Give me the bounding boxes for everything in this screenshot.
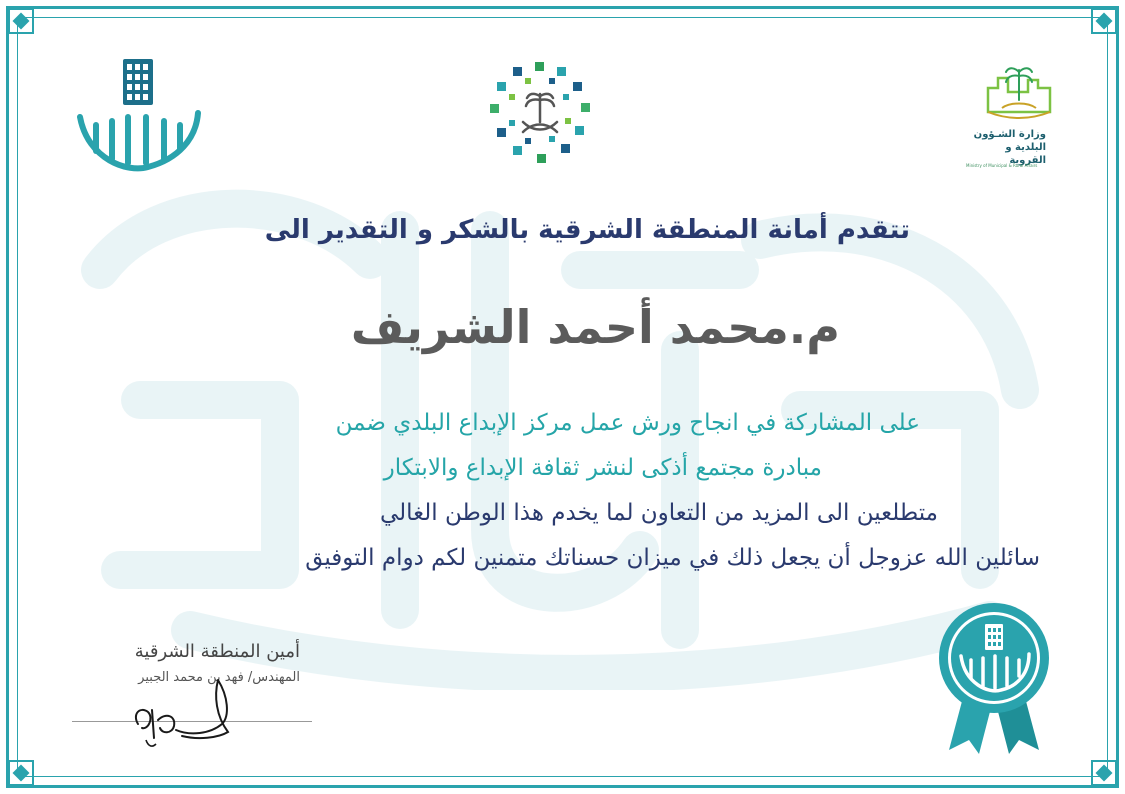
corner-ornament-icon <box>8 760 34 786</box>
signatory-title: أمين المنطقة الشرقية <box>134 641 300 662</box>
signatory-name: المهندس/ فهد بن محمد الجبير <box>138 670 300 685</box>
corner-ornament-icon <box>1091 8 1117 34</box>
saudi-emblem-icon <box>485 58 595 168</box>
body-line-1: على المشاركة في انجاح ورش عمل مركز الإبداع البلدي ضمن <box>335 410 920 436</box>
corner-ornament-icon <box>8 8 34 34</box>
recipient-name: م.محمد أحمد الشريف <box>350 300 840 354</box>
corner-ornament-icon <box>1091 760 1117 786</box>
ministry-name-line2: البلدية و القروية <box>1005 142 1046 166</box>
ministry-name-line1: وزارة الشـؤون <box>973 129 1046 140</box>
body-line-2: مبادرة مجتمع أذكى لنشر ثقافة الإبداع والابتكار <box>383 455 822 481</box>
seal-medal-icon <box>935 600 1053 755</box>
body-line-3: متطلعين الى المزيد من التعاون لما يخدم هذا الوطن الغالي <box>379 500 938 526</box>
body-line-4: سائلين الله عزوجل أن يجعل ذلك في ميزان حسناتك متمنين لكم دوام التوفيق <box>305 545 1040 571</box>
ministry-name-english: Ministry of Municipal & Rural Affairs <box>966 163 1038 168</box>
handwritten-signature <box>118 676 238 751</box>
municipality-logo-icon <box>68 55 208 180</box>
certificate-intro: تتقدم أمانة المنطقة الشرقية بالشكر و التقدير الى <box>264 215 910 245</box>
ministry-name-arabic <box>966 128 1046 167</box>
